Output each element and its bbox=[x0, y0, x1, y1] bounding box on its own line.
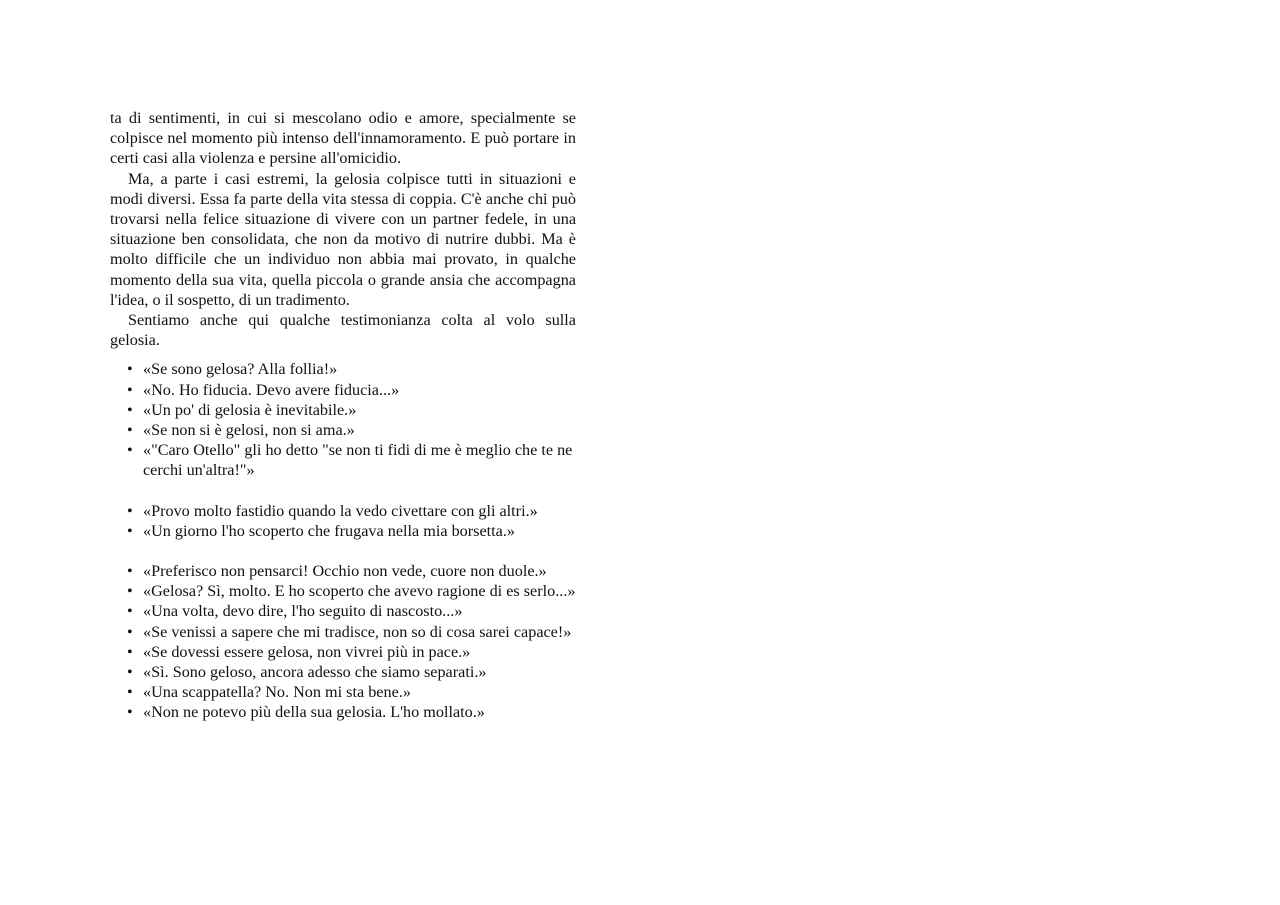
quote-text: «Se sono gelosa? Alla follia!» bbox=[143, 360, 338, 379]
bullet-icon: • bbox=[127, 602, 133, 621]
list-item bbox=[127, 682, 576, 702]
quote-text: «Una scappatella? No. Non mi sta bene.» bbox=[143, 683, 411, 702]
paragraph-3: Sentiamo anche qui qualche testimonianza colta al volo sulla gelosia. bbox=[110, 311, 576, 350]
bullet-icon: • bbox=[127, 622, 133, 641]
list-item bbox=[127, 400, 576, 420]
quote-text: «Sì. Sono geloso, ancora adesso che siamo separati.» bbox=[143, 663, 487, 682]
quote-text: «Se non si è gelosi, non si ama.» bbox=[143, 421, 355, 440]
quote-text: «Una volta, devo dire, l'ho seguito di nascosto...» bbox=[143, 602, 463, 621]
bullet-icon: • bbox=[127, 703, 133, 722]
list-item bbox=[127, 359, 576, 379]
quote-text: «"Caro Otello" gli ho detto "se non ti fidi di me è meglio che te ne cerchi un'altra!"» bbox=[143, 441, 573, 480]
bullet-icon: • bbox=[127, 582, 133, 601]
list-item bbox=[127, 702, 576, 722]
bullet-icon: • bbox=[127, 501, 133, 520]
list-item bbox=[127, 440, 576, 480]
bullet-icon: • bbox=[127, 360, 133, 379]
document-page bbox=[110, 108, 576, 723]
paragraph-1: ta di sentimenti, in cui si mescolano odio e amore, specialmente se colpisce nel momento più intenso dell'innamoramento. E può portare in certi casi alla violenza e persine all'omicidio. bbox=[110, 109, 576, 168]
quote-text: «Non ne potevo più della sua gelosia. L'ho mollato.» bbox=[143, 703, 485, 722]
bullet-icon: • bbox=[127, 521, 133, 540]
list-item bbox=[127, 581, 576, 601]
list-item bbox=[127, 561, 576, 581]
bullet-icon: • bbox=[127, 683, 133, 702]
list-item bbox=[127, 622, 576, 642]
paragraph-2: Ma, a parte i casi estremi, la gelosia colpisce tutti in situazioni e modi diversi. Essa fa parte della vita stessa di coppia. C'è anche chi può trovarsi nella felice situazione di vivere con un partner fedele, in una situazione ben consolidata, che non da motivo di nutrire dubbi. Ma è molto difficile che un individuo non abbia mai provato, in qualche momento della sua vita, quella piccola o grande ansia che accompagna l'idea, o il sospetto, di un tradimento. bbox=[110, 169, 576, 309]
list-item bbox=[127, 601, 576, 621]
bullet-icon: • bbox=[127, 663, 133, 682]
bullet-icon: • bbox=[127, 441, 133, 460]
bullet-icon: • bbox=[127, 562, 133, 581]
bullet-icon: • bbox=[127, 380, 133, 399]
bullet-icon: • bbox=[127, 642, 133, 661]
list-item bbox=[127, 521, 576, 541]
quote-text: «No. Ho fiducia. Devo avere fiducia...» bbox=[143, 380, 400, 399]
quote-text: «Preferisco non pensarci! Occhio non vede, cuore non duole.» bbox=[143, 562, 547, 581]
list-item bbox=[127, 380, 576, 400]
list-item bbox=[127, 642, 576, 662]
bullet-icon: • bbox=[127, 400, 133, 419]
quote-text: «Provo molto fastidio quando la vedo civettare con gli altri.» bbox=[143, 501, 538, 520]
list-item bbox=[127, 662, 576, 682]
quote-text: «Se venissi a sapere che mi tradisce, non so di cosa sarei capace!» bbox=[143, 622, 572, 641]
quote-text: «Gelosa? Sì, molto. E ho scoperto che avevo ragione di es serlo...» bbox=[143, 582, 576, 601]
list-item bbox=[127, 501, 576, 521]
quote-text: «Un giorno l'ho scoperto che frugava nella mia borsetta.» bbox=[143, 521, 515, 540]
list-item bbox=[127, 420, 576, 440]
quote-text: «Un po' di gelosia è inevitabile.» bbox=[143, 400, 357, 419]
quote-text: «Se dovessi essere gelosa, non vivrei più in pace.» bbox=[143, 642, 471, 661]
testimonials-list bbox=[110, 359, 576, 722]
bullet-icon: • bbox=[127, 421, 133, 440]
